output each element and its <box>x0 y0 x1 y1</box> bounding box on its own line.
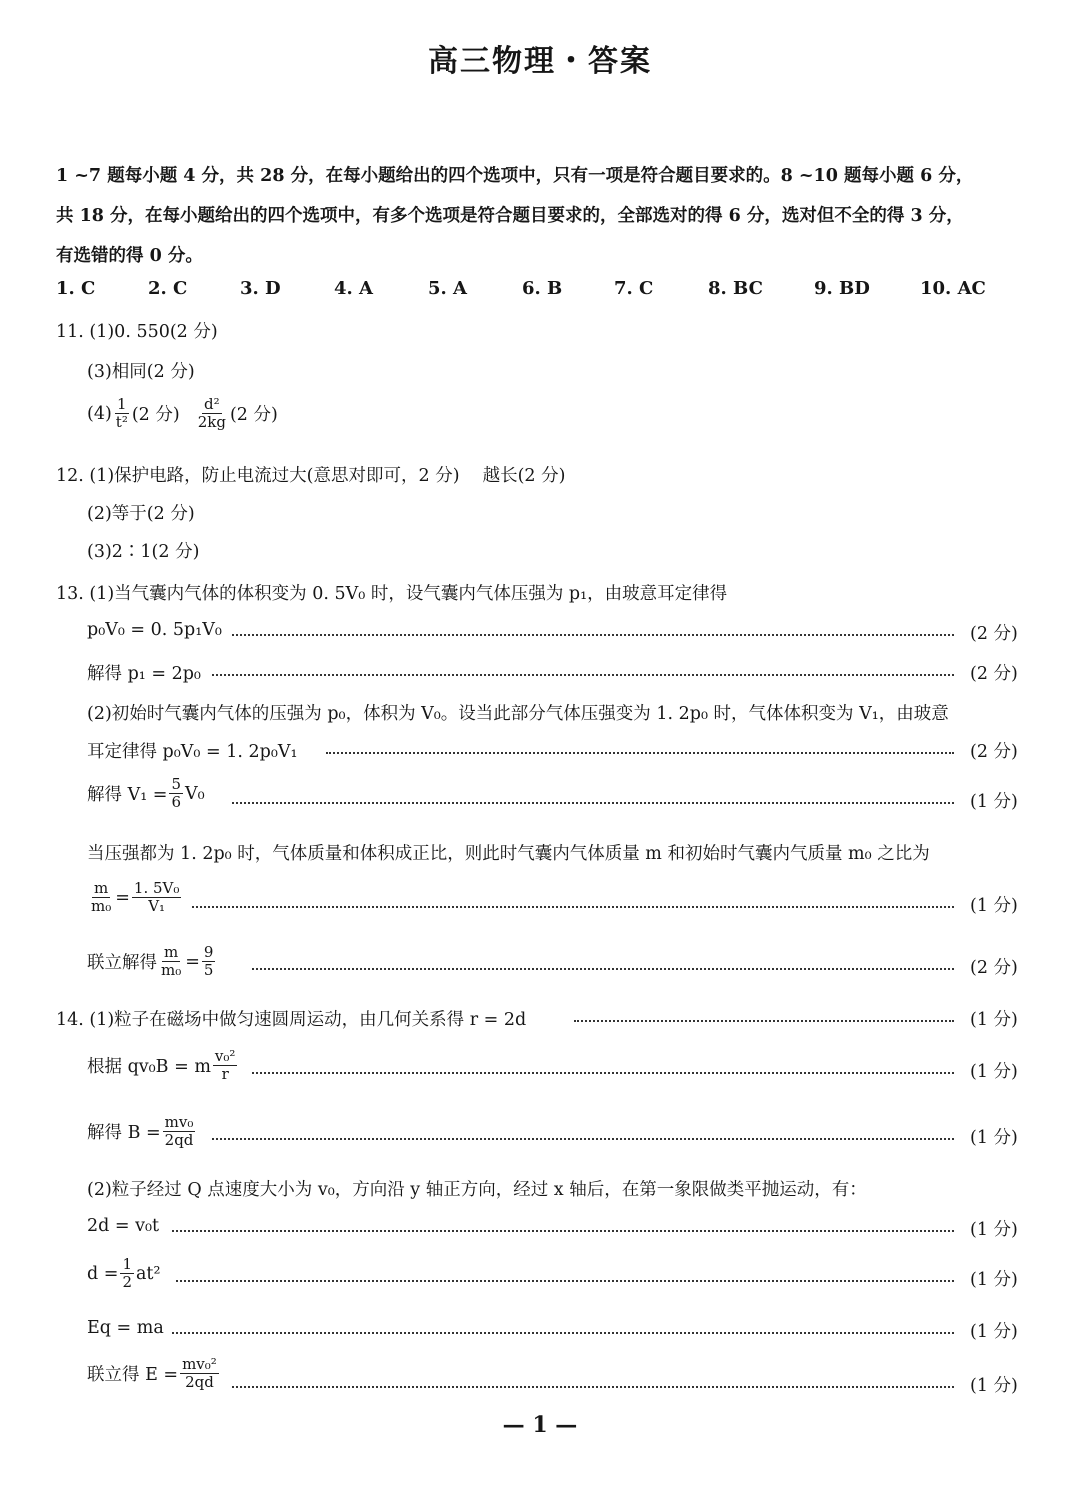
score: (1 分) <box>970 1220 1018 1240</box>
intro-line-3: 有选错的得 0 分。 <box>56 246 203 266</box>
numerator: mv₀ <box>164 1113 194 1131</box>
fraction <box>120 1256 134 1291</box>
score: (1 分) <box>970 1062 1018 1082</box>
q13-line-3: 当压强都为 1. 2p₀ 时，气体质量和体积成正比，则此时气囊内气体质量 m 和初始时气囊内气质量 m₀ 之比为 <box>87 844 930 864</box>
dot-leader <box>212 1136 954 1140</box>
page-number: — 1 — <box>502 1412 578 1438</box>
score: (2 分) <box>970 664 1018 684</box>
dot-leader <box>212 672 954 676</box>
eq-prefix: 根据 qv₀B = m <box>87 1057 211 1077</box>
dot-leader <box>574 1018 954 1022</box>
score: (1 分) <box>970 1010 1018 1030</box>
equals-sign: = <box>185 951 200 972</box>
q12-line-3: (3)2∶1(2 分) <box>87 542 200 562</box>
numerator: 1. 5V₀ <box>133 879 180 897</box>
eq-prefix: 联立解得 <box>87 953 157 973</box>
fraction <box>159 944 183 979</box>
choice-answer: 9. BD <box>814 278 870 299</box>
fraction <box>163 1114 196 1149</box>
denominator: m₀ <box>91 897 112 915</box>
fraction <box>132 880 181 915</box>
numerator: 5 <box>171 775 181 793</box>
score: (1 分) <box>970 1128 1018 1148</box>
choice-answer: 4. A <box>334 278 374 299</box>
eq-prefix: 解得 B = <box>87 1123 161 1143</box>
dot-leader <box>252 966 954 970</box>
dot-leader <box>232 1384 954 1388</box>
fraction <box>89 880 113 915</box>
denominator: 2qd <box>164 1131 194 1149</box>
q13-line-2: (2)初始时气囊内气体的压强为 p₀，体积为 V₀。设当此部分气体压强变为 1. 2p₀ 时，气体体积变为 V₁，由玻意 <box>87 704 949 724</box>
fraction <box>169 776 183 811</box>
choice-answer: 7. C <box>614 278 654 299</box>
q13-eq-4 <box>87 776 205 811</box>
eq-suffix: V₀ <box>185 783 205 804</box>
q12-line-1: 12. (1)保护电路，防止电流过大(意思对即可，2 分) 越长(2 分) <box>56 466 566 486</box>
numerator: 1 <box>117 395 127 413</box>
dot-leader <box>172 1330 954 1334</box>
numerator: 1 <box>122 1255 132 1273</box>
q13-eq-1: p₀V₀ = 0. 5p₁V₀ <box>87 620 222 640</box>
fraction <box>180 1356 219 1391</box>
score: (2 分) <box>970 624 1018 644</box>
dot-leader <box>232 632 954 636</box>
q11-l3-end: (2 分) <box>229 405 278 425</box>
score: (1 分) <box>970 1376 1018 1396</box>
q14-eq-3: 2d = v₀t <box>87 1216 160 1236</box>
q14-eq-2 <box>87 1114 197 1149</box>
equals-sign: = <box>115 887 130 908</box>
q11-line-2: (3)相同(2 分) <box>87 362 195 382</box>
denominator: t² <box>115 413 128 431</box>
choice-answer: 6. B <box>522 278 563 299</box>
fraction <box>114 396 130 431</box>
denominator: 5 <box>203 961 214 979</box>
choice-answer: 3. D <box>240 278 281 299</box>
choice-answer: 8. BC <box>708 278 763 299</box>
q13-eq-6 <box>87 944 217 979</box>
dot-leader <box>326 750 954 754</box>
denominator: V₁ <box>148 897 166 915</box>
denominator: 6 <box>171 793 181 811</box>
score: (1 分) <box>970 1270 1018 1290</box>
q13-eq-2: 解得 p₁ = 2p₀ <box>87 664 201 684</box>
q14-eq-5: Eq = ma <box>87 1318 164 1338</box>
fraction <box>213 1048 238 1083</box>
q14-line-1: 14. (1)粒子在磁场中做匀速圆周运动，由几何关系得 r = 2d <box>56 1010 527 1030</box>
score: (2 分) <box>970 958 1018 978</box>
numerator: m <box>164 943 179 961</box>
dot-leader <box>252 1070 954 1074</box>
q14-eq-4 <box>87 1256 160 1291</box>
q14-eq-6 <box>87 1356 221 1391</box>
numerator: 9 <box>203 943 214 961</box>
eq-prefix: d = <box>87 1263 119 1284</box>
q14-line-2: (2)粒子经过 Q 点速度大小为 v₀，方向沿 y 轴正方向，经过 x 轴后，在第一象限做类平抛运动，有： <box>87 1180 867 1200</box>
eq-suffix: at² <box>135 1263 161 1284</box>
intro-line-2: 共 18 分，在每小题给出的四个选项中，有多个选项是符合题目要求的，全部选对的得 6 分，选对但不全的得 3 分， <box>56 206 964 226</box>
q11-line-3 <box>87 396 278 431</box>
numerator: mv₀² <box>182 1355 217 1373</box>
q11-line-1: 11. (1)0. 550(2 分) <box>56 322 218 342</box>
dot-leader <box>232 800 954 804</box>
fraction <box>196 396 228 431</box>
q11-l3-prefix: (4) <box>87 403 112 424</box>
q13-eq-3: 耳定律得 p₀V₀ = 1. 2p₀V₁ <box>87 742 298 762</box>
score: (1 分) <box>970 1322 1018 1342</box>
score: (1 分) <box>970 792 1018 812</box>
denominator: r <box>221 1065 229 1083</box>
eq-prefix: 解得 V₁ = <box>87 785 168 805</box>
choice-answer: 5. A <box>428 278 468 299</box>
score: (2 分) <box>970 742 1018 762</box>
page-title: 高三物理・答案 <box>428 44 652 79</box>
q13-line-1: 13. (1)当气囊内气体的体积变为 0. 5V₀ 时，设气囊内气体压强为 p₁，由玻意耳定律得 <box>56 584 728 604</box>
denominator: 2kg <box>197 413 226 431</box>
q12-line-2: (2)等于(2 分) <box>87 504 195 524</box>
numerator: m <box>94 879 109 897</box>
denominator: m₀ <box>161 961 182 979</box>
denominator: 2qd <box>185 1373 214 1391</box>
choice-answer: 2. C <box>148 278 188 299</box>
score: (1 分) <box>970 896 1018 916</box>
eq-prefix: 联立得 E = <box>87 1365 179 1385</box>
q13-eq-5 <box>87 880 183 915</box>
choice-answer: 10. AC <box>920 278 986 299</box>
dot-leader <box>192 904 954 908</box>
choice-answer: 1. C <box>56 278 96 299</box>
denominator: 2 <box>122 1273 132 1291</box>
dot-leader <box>172 1228 954 1232</box>
q11-l3-mid: (2 分) <box>131 405 180 425</box>
numerator: d² <box>204 395 220 413</box>
dot-leader <box>176 1278 954 1282</box>
intro-line-1: 1 ~7 题每小题 4 分，共 28 分，在每小题给出的四个选项中，只有一项是符合题目要求的。8 ~10 题每小题 6 分， <box>56 166 974 186</box>
fraction <box>202 944 216 979</box>
q14-eq-1 <box>87 1048 239 1083</box>
numerator: v₀² <box>214 1047 236 1065</box>
